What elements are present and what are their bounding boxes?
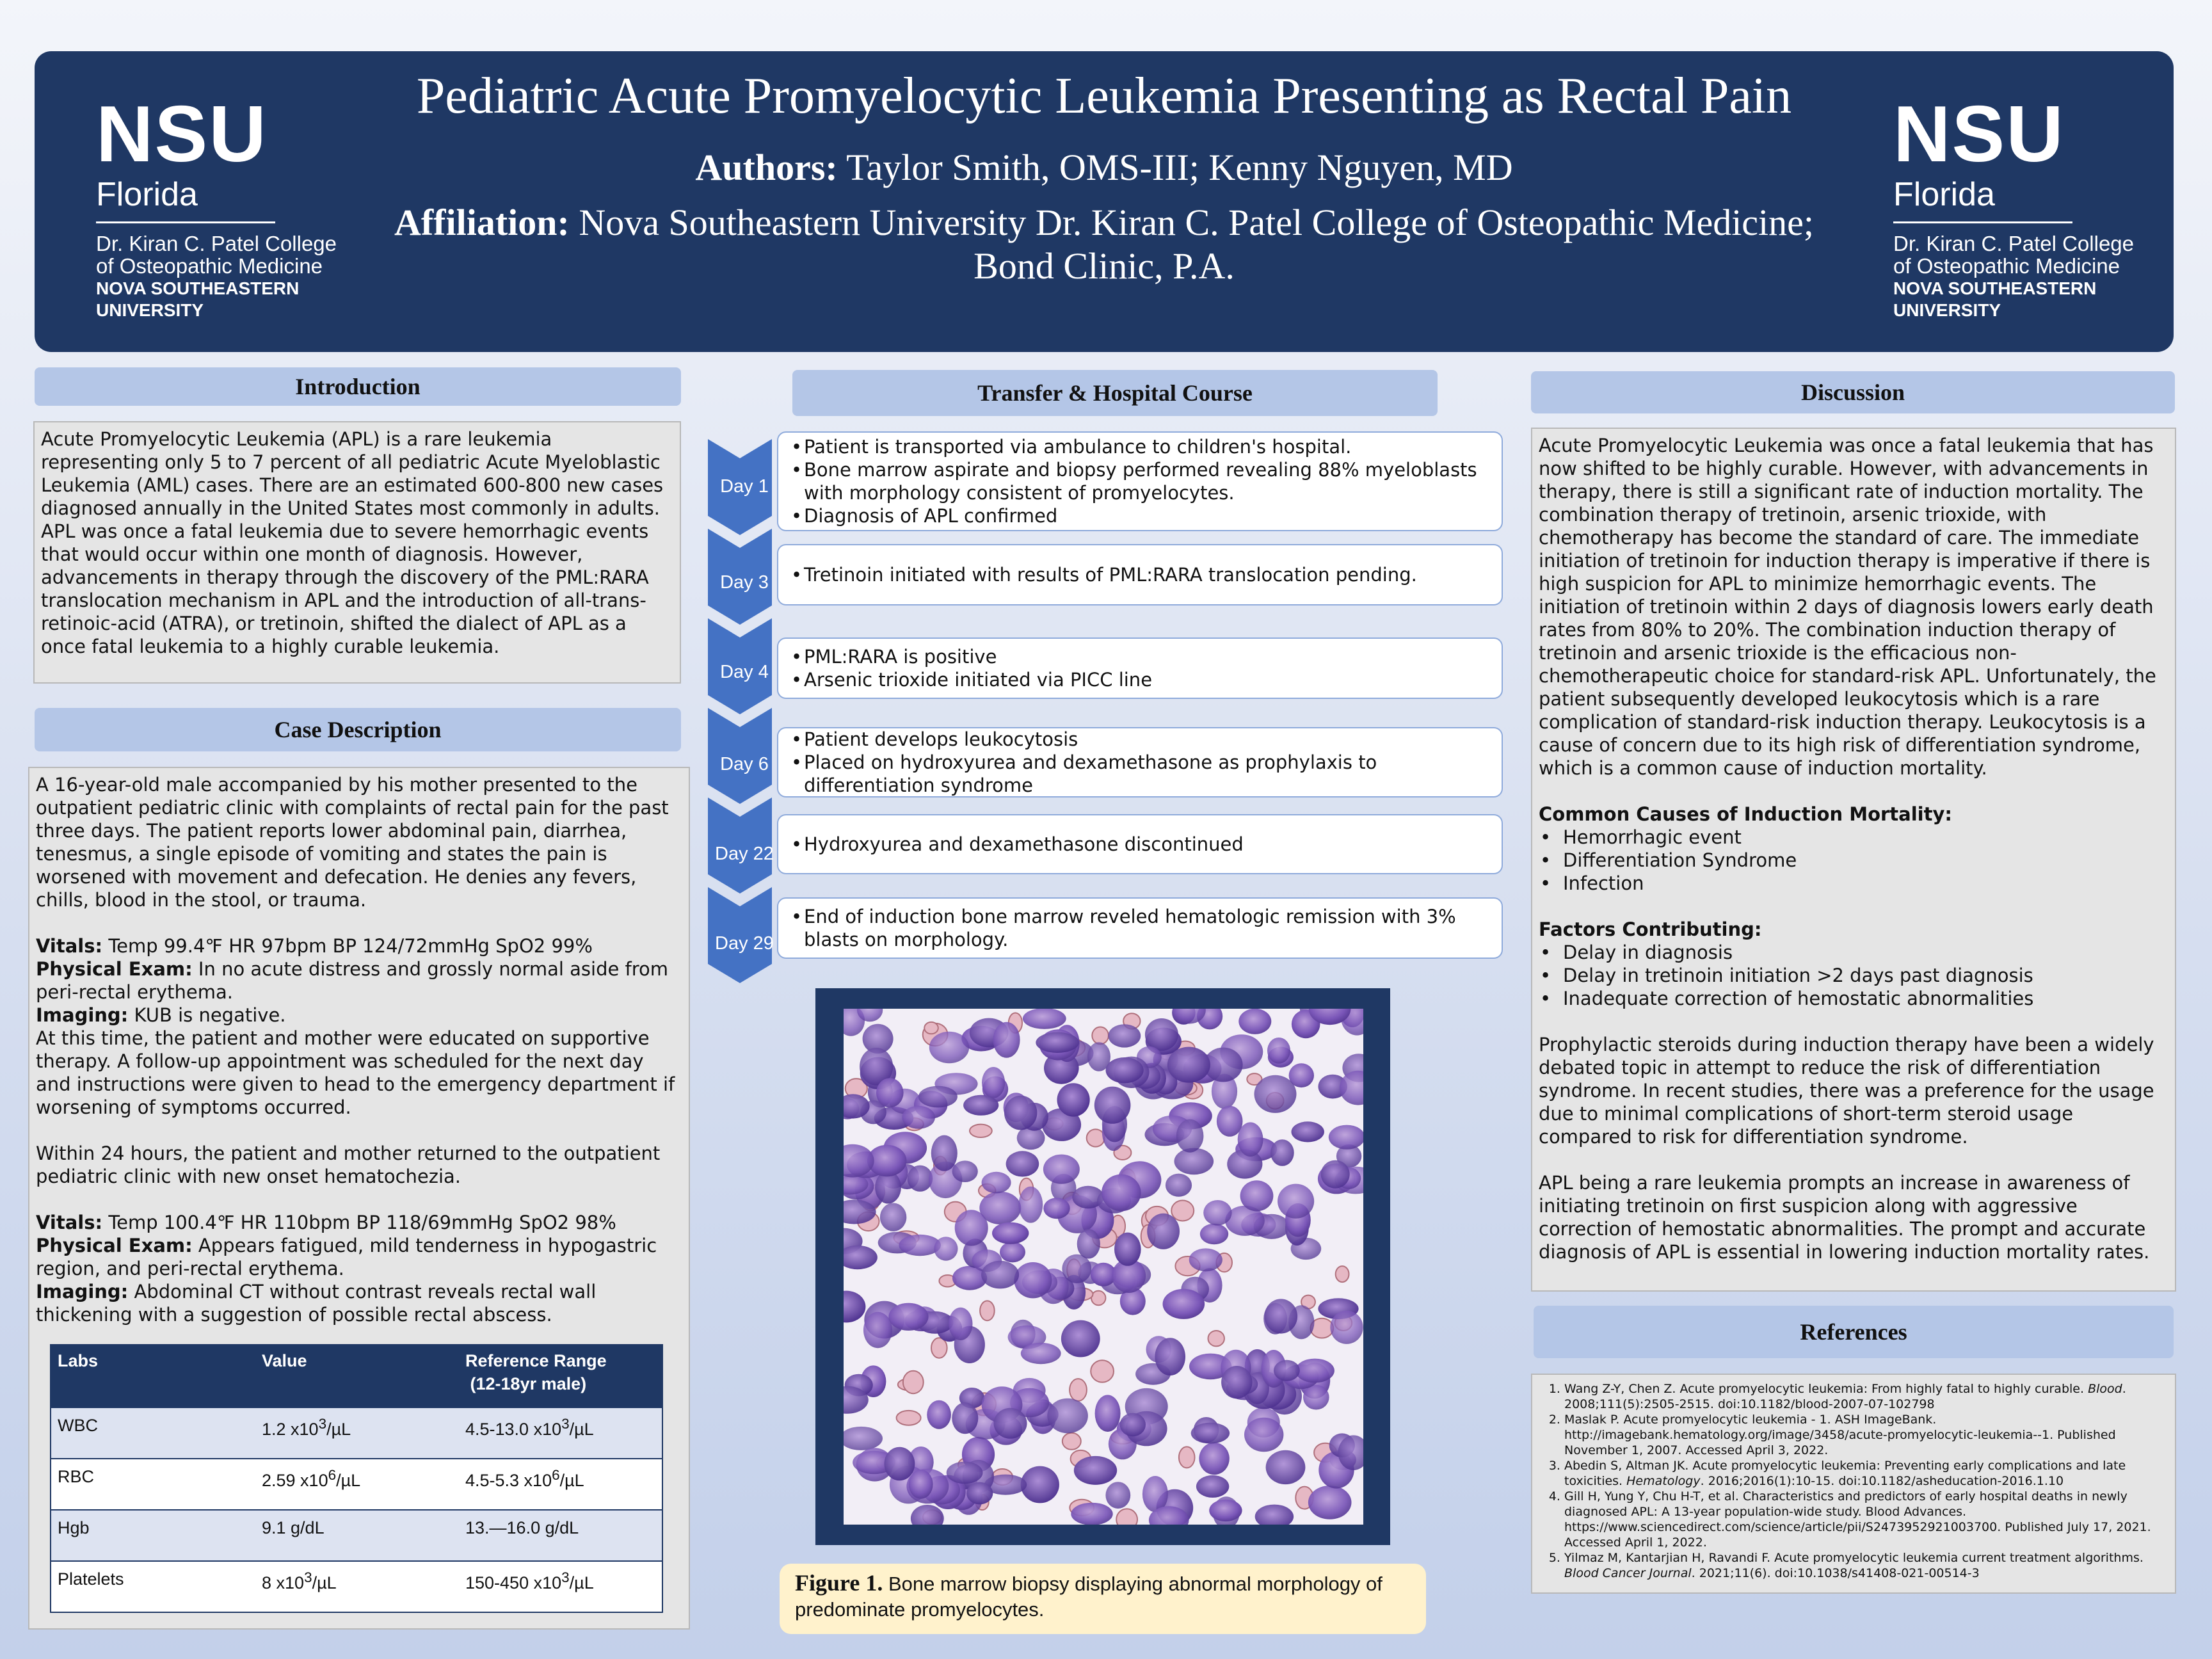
promyelocyte-cell bbox=[1266, 1450, 1306, 1484]
imaging-1 bbox=[36, 1004, 682, 1027]
promyelocyte-cell bbox=[982, 1172, 1011, 1194]
logo-florida: Florida bbox=[1893, 176, 1995, 213]
labs-header-row bbox=[51, 1345, 662, 1407]
promyelocyte-cell bbox=[1062, 1254, 1091, 1283]
promyelocyte-cell bbox=[1004, 1096, 1037, 1130]
references-box bbox=[1531, 1374, 2176, 1594]
list-item: • Bone marrow aspirate and biopsy performed revealing 88% myeloblasts with morphology consistent of promyelocytes. bbox=[790, 458, 1490, 504]
logo-college-2: of Osteopathic Medicine bbox=[96, 254, 323, 278]
lab-reference bbox=[459, 1407, 662, 1459]
list-item: • Delay in diagnosis bbox=[1539, 941, 2168, 964]
promyelocyte-cell bbox=[1071, 1503, 1112, 1525]
promyelocyte-cell bbox=[981, 1261, 1019, 1289]
day-label: Day 3 bbox=[720, 572, 769, 593]
promyelocyte-cell bbox=[1265, 1299, 1298, 1333]
promyelocyte-cell bbox=[963, 1095, 998, 1116]
promyelocyte-cell bbox=[952, 1402, 978, 1434]
lab-name: WBC bbox=[51, 1407, 255, 1459]
references-heading: References bbox=[1534, 1306, 2174, 1358]
red-blood-cell bbox=[1062, 1433, 1081, 1450]
promyelocyte-cell bbox=[1166, 1174, 1192, 1197]
ref-exponent: 6 bbox=[552, 1467, 560, 1483]
case-paragraph-3: Within 24 hours, the patient and mother returned to the outpatient pediatric clinic with new onset hematochezia. bbox=[36, 1142, 661, 1187]
promyelocyte-cell bbox=[1199, 1443, 1229, 1475]
promyelocyte-cell bbox=[947, 1462, 983, 1484]
promyelocyte-cell bbox=[1047, 1399, 1088, 1434]
reference-citation: . 2016;2016(1):10-15. doi:10.1182/asheducation-2016.1.10 bbox=[1700, 1474, 2064, 1488]
red-blood-cell bbox=[924, 1022, 938, 1034]
list-item: • Infection bbox=[1539, 872, 2168, 895]
reference-citation: . 2021;11(6). doi:10.1038/s41408-021-00514-3 bbox=[1691, 1566, 1980, 1580]
factors-heading: Factors Contributing: bbox=[1539, 918, 1762, 940]
introduction-box bbox=[33, 421, 681, 684]
promyelocyte-cell bbox=[1163, 1289, 1205, 1319]
labs-table bbox=[50, 1344, 663, 1613]
promyelocyte-cell bbox=[902, 1106, 935, 1129]
value-unit: /µL bbox=[336, 1471, 361, 1490]
red-blood-cell bbox=[1208, 1331, 1224, 1346]
red-blood-cell bbox=[1171, 1201, 1194, 1221]
ref-base: 4.5-5.3 x10 bbox=[465, 1471, 552, 1490]
reference-text: Abedin S, Altman JK. Acute promyelocytic leukemia: Preventing early complications and late toxicities. bbox=[1564, 1459, 2126, 1488]
reference-text: Yilmaz M, Kantarjian H, Ravandi F. Acute promyelocytic leukemia current treatment algorithms. bbox=[1564, 1551, 2144, 1565]
promyelocyte-cell bbox=[966, 1482, 993, 1505]
reference-text: Wang Z-Y, Chen Z. Acute promyelocytic leukemia: From highly fatal to highly curable. bbox=[1564, 1382, 2088, 1396]
value-unit: /µL bbox=[312, 1573, 337, 1592]
discussion-paragraph-3: APL being a rare leukemia prompts an increase in awareness of initiating tretinoin on first suspicion along with aggressive correction of hemostatic abnormalities. The prompt and accurate diagnosis of APL is essential in lowering induction mortality rates. bbox=[1539, 1172, 2150, 1263]
references-list bbox=[1540, 1381, 2167, 1581]
vitals-label: Vitals: bbox=[36, 935, 103, 957]
promyelocyte-cell bbox=[934, 1237, 958, 1260]
promyelocyte-cell bbox=[1274, 1360, 1300, 1381]
red-blood-cell bbox=[897, 1411, 921, 1425]
lab-value bbox=[255, 1561, 459, 1612]
list-item bbox=[1564, 1381, 2167, 1412]
red-blood-cell bbox=[980, 1301, 995, 1320]
vitals-2-text: Temp 100.4℉ HR 110bpm BP 118/69mmHg SpO2 98% bbox=[102, 1212, 616, 1233]
logo-rule bbox=[1893, 221, 2072, 223]
ref-exponent: 3 bbox=[561, 1569, 570, 1585]
day-label: Day 4 bbox=[720, 662, 769, 682]
logo-college-1: Dr. Kiran C. Patel College bbox=[1893, 232, 2135, 255]
list-item: • Hemorrhagic event bbox=[1539, 826, 2168, 849]
timeline-entry-day-22 bbox=[777, 814, 1503, 874]
vitals-label: Vitals: bbox=[36, 1212, 103, 1233]
promyelocyte-cell bbox=[1292, 1121, 1324, 1142]
promyelocyte-cell bbox=[994, 1408, 1027, 1439]
value-col-header: Value bbox=[255, 1345, 459, 1407]
introduction-heading: Introduction bbox=[35, 367, 681, 406]
vitals-2 bbox=[36, 1211, 682, 1234]
list-item: • Delay in tretinoin initiation >2 days past diagnosis bbox=[1539, 964, 2168, 987]
logo-nsu: NSU bbox=[1893, 90, 2065, 179]
table-row bbox=[51, 1407, 662, 1459]
timeline-entry-day-4 bbox=[777, 637, 1503, 699]
promyelocyte-cell bbox=[876, 1078, 904, 1107]
authors-line bbox=[384, 146, 1824, 189]
lab-reference bbox=[459, 1561, 662, 1612]
bone-marrow-micrograph bbox=[844, 1009, 1363, 1525]
promyelocyte-cell bbox=[1094, 1087, 1131, 1124]
reference-journal: Blood bbox=[2088, 1382, 2122, 1396]
promyelocyte-cell bbox=[952, 1160, 978, 1182]
promyelocyte-cell bbox=[931, 1135, 958, 1171]
timeline-entry-day-1 bbox=[777, 431, 1503, 531]
red-blood-cell bbox=[1091, 1291, 1105, 1305]
imaging-label: Imaging: bbox=[36, 1281, 129, 1302]
timeline-entry-day-3 bbox=[777, 544, 1503, 605]
promyelocyte-cell bbox=[1329, 1125, 1363, 1150]
vitals-1-text: Temp 99.4℉ HR 97bpm BP 124/72mmHg SpO2 99% bbox=[102, 935, 593, 957]
promyelocyte-cell bbox=[880, 1203, 906, 1231]
imaging-label: Imaging: bbox=[36, 1004, 129, 1026]
physical-exam-1-text: In no acute distress and grossly normal aside from peri-rectal erythema. bbox=[36, 958, 669, 1003]
promyelocyte-cell bbox=[1108, 1024, 1141, 1047]
logo-college-2: of Osteopathic Medicine bbox=[1893, 254, 2120, 278]
imaging-2-text: Abdominal CT without contrast reveals rectal wall thickening with a suggestion of possible rectal abscess. bbox=[36, 1281, 597, 1326]
red-blood-cell bbox=[1116, 1509, 1137, 1525]
causes-list bbox=[1539, 826, 2168, 895]
affiliation-label: Affiliation: bbox=[394, 202, 570, 243]
promyelocyte-cell bbox=[1043, 1198, 1070, 1219]
physical-exam-2-text: Appears fatigued, mild tenderness in hypogastric region, and peri-rectal erythema. bbox=[36, 1235, 657, 1279]
figure-label: Figure 1. bbox=[795, 1570, 883, 1596]
promyelocyte-cell bbox=[1021, 1343, 1061, 1364]
ref-unit: /µL bbox=[559, 1471, 584, 1490]
figure-frame bbox=[815, 988, 1390, 1545]
logo-florida: Florida bbox=[96, 176, 198, 213]
promyelocyte-cell bbox=[1330, 1311, 1363, 1344]
promyelocyte-cell bbox=[863, 1312, 892, 1348]
list-item: • Arsenic trioxide initiated via PICC line bbox=[790, 668, 1490, 691]
reference-age-label: (12-18yr male) bbox=[470, 1374, 587, 1393]
table-row bbox=[51, 1561, 662, 1612]
day-label: Day 6 bbox=[720, 754, 769, 774]
lab-value bbox=[255, 1459, 459, 1510]
promyelocyte-cell bbox=[1308, 1486, 1352, 1519]
logo-college-1: Dr. Kiran C. Patel College bbox=[96, 232, 337, 255]
logo-university-1: NOVA SOUTHEASTERN bbox=[96, 278, 300, 298]
promyelocyte-cell bbox=[1036, 1032, 1079, 1053]
table-row bbox=[51, 1459, 662, 1510]
promyelocyte-cell bbox=[1043, 1155, 1080, 1184]
causes-heading: Common Causes of Induction Mortality: bbox=[1539, 803, 1952, 825]
day-label: Day 29 bbox=[715, 933, 774, 954]
red-blood-cell bbox=[903, 1371, 924, 1393]
promyelocyte-cell bbox=[1174, 1148, 1214, 1175]
lab-reference bbox=[459, 1459, 662, 1510]
case-description-heading: Case Description bbox=[35, 708, 681, 751]
day-label: Day 1 bbox=[720, 476, 769, 497]
affiliation-line bbox=[384, 201, 1824, 288]
promyelocyte-cell bbox=[1061, 1320, 1100, 1358]
poster-title: Pediatric Acute Promyelocytic Leukemia Presenting as Rectal Pain bbox=[416, 68, 1792, 124]
list-item: • Tretinoin initiated with results of PML:RARA translocation pending. bbox=[790, 563, 1490, 586]
value-base: 8 x10 bbox=[262, 1573, 305, 1592]
discussion-heading: Discussion bbox=[1531, 371, 2175, 413]
red-blood-cell bbox=[1092, 1027, 1109, 1045]
logo-university-2: UNIVERSITY bbox=[1893, 300, 2001, 320]
nsu-logo-right bbox=[1893, 90, 2135, 321]
figure-caption-text: Bone marrow biopsy displaying abnormal morphology of predominate promyelocytes. bbox=[795, 1573, 1382, 1621]
promyelocyte-cell bbox=[1191, 1423, 1230, 1444]
list-item: • Placed on hydroxyurea and dexamethasone as prophylaxis to differentiation syndrome bbox=[790, 751, 1490, 797]
ref-base: 4.5-13.0 x10 bbox=[465, 1420, 562, 1439]
promyelocyte-cell bbox=[1267, 1038, 1290, 1064]
promyelocyte-cell bbox=[1000, 1242, 1025, 1262]
red-blood-cell bbox=[1087, 1129, 1105, 1146]
promyelocyte-cell bbox=[1270, 1139, 1294, 1166]
vitals-1 bbox=[36, 934, 682, 958]
promyelocyte-cell bbox=[1014, 1262, 1052, 1298]
list-item bbox=[1564, 1458, 2167, 1489]
reference-citation: . 2008;111(5):2505-2515. doi:10.1182/blood-2007-07-102798 bbox=[1564, 1382, 2126, 1411]
list-item: • Patient develops leukocytosis bbox=[790, 728, 1490, 751]
reference-range-label: Reference Range bbox=[465, 1351, 607, 1370]
promyelocyte-cell bbox=[1321, 1160, 1350, 1189]
value-base: 2.59 x10 bbox=[262, 1471, 328, 1490]
hospital-course-heading: Transfer & Hospital Course bbox=[792, 370, 1438, 416]
labs-col-header: Labs bbox=[51, 1345, 255, 1407]
promyelocyte-cell bbox=[1217, 1106, 1243, 1137]
promyelocyte-cell bbox=[1203, 1200, 1231, 1226]
promyelocyte-cell bbox=[1147, 1214, 1180, 1249]
promyelocyte-cell bbox=[955, 1210, 988, 1246]
timeline-entry-day-6 bbox=[777, 727, 1503, 797]
ref-base: 150-450 x10 bbox=[465, 1573, 562, 1592]
promyelocyte-cell bbox=[1200, 1224, 1228, 1245]
reference-text: Gill H, Yung Y, Chu H-T, et al. Characteristics and predictors of early hospital deaths in newly diagnosed APL: A 13-year population-wide study. Blood Advances. https://www.sciencedirect.com/science/article/pii/S2473952921003700. Published July 17, 2021. Accessed April 1, 2022. bbox=[1564, 1489, 2151, 1550]
promyelocyte-cell bbox=[1114, 1233, 1141, 1266]
promyelocyte-cell bbox=[1244, 1418, 1283, 1452]
promyelocyte-cell bbox=[929, 1032, 969, 1063]
promyelocyte-cell bbox=[1278, 1184, 1314, 1219]
value-exponent: 3 bbox=[318, 1416, 327, 1432]
lab-name: Hgb bbox=[51, 1510, 255, 1561]
authors-text: Taylor Smith, OMS-III; Kenny Nguyen, MD bbox=[837, 147, 1513, 188]
reference-journal: Blood Cancer Journal bbox=[1564, 1566, 1692, 1580]
physical-exam-1 bbox=[36, 958, 682, 1004]
factors-list bbox=[1539, 941, 2168, 1010]
promyelocyte-cell bbox=[949, 1308, 972, 1340]
logo-university-2: UNIVERSITY bbox=[96, 300, 204, 320]
table-row bbox=[51, 1510, 662, 1561]
promyelocyte-cell bbox=[993, 1022, 1020, 1058]
promyelocyte-cell bbox=[909, 1470, 933, 1499]
discussion-box bbox=[1531, 428, 2176, 1292]
lab-name: RBC bbox=[51, 1459, 255, 1510]
promyelocyte-cell bbox=[1074, 1456, 1117, 1485]
promyelocyte-cell bbox=[1167, 1047, 1210, 1083]
promyelocyte-cell bbox=[1189, 1248, 1222, 1271]
promyelocyte-cell bbox=[1176, 1119, 1204, 1153]
list-item bbox=[1564, 1550, 2167, 1581]
logo-nsu: NSU bbox=[96, 90, 268, 179]
reference-journal: Hematology bbox=[1626, 1474, 1701, 1488]
promyelocyte-cell bbox=[1006, 1151, 1039, 1176]
ref-unit: /µL bbox=[569, 1573, 594, 1592]
promyelocyte-cell bbox=[1209, 1500, 1242, 1521]
list-item: • End of induction bone marrow reveled hematologic remission with 3% blasts on morphology. bbox=[790, 905, 1490, 951]
imaging-1-text: KUB is negative. bbox=[128, 1004, 286, 1026]
physical-exam-label: Physical Exam: bbox=[36, 958, 193, 980]
lab-value bbox=[255, 1510, 459, 1561]
case-paragraph-1: A 16-year-old male accompanied by his mother presented to the outpatient pediatric clinic with complaints of rectal pain for the past three days. The patient reports lower abdominal pain, diarrhea, tenesmus, a single episode of vomiting and states the pain is worsened with movement and defecation. He denies any fevers, chills, blood in the stool, or trauma. bbox=[36, 774, 669, 911]
day-label: Day 22 bbox=[715, 844, 774, 864]
promyelocyte-cell bbox=[1102, 1174, 1141, 1212]
promyelocyte-cell bbox=[1023, 1009, 1066, 1029]
promyelocyte-cell bbox=[1095, 1395, 1121, 1432]
list-item bbox=[1564, 1489, 2167, 1550]
promyelocyte-cell bbox=[927, 1400, 951, 1429]
red-blood-cell bbox=[970, 1125, 992, 1137]
reference-text: Maslak P. Acute promyelocytic leukemia - 1. ASH ImageBank. http://imagebank.hematology.org/image/3458/acute-promyelocytic-leukemia--1. Published November 1, 2007. Accessed April 3, 2022. bbox=[1564, 1413, 2116, 1457]
lab-reference bbox=[459, 1510, 662, 1561]
promyelocyte-cell bbox=[1240, 1180, 1274, 1211]
promyelocyte-cell bbox=[1077, 1229, 1100, 1258]
list-item: • Diagnosis of APL confirmed bbox=[790, 504, 1490, 527]
nsu-logo-left bbox=[96, 90, 337, 321]
promyelocyte-cell bbox=[1145, 1018, 1178, 1051]
promyelocyte-cell bbox=[1303, 1385, 1329, 1410]
promyelocyte-cell bbox=[1155, 1338, 1185, 1375]
physical-exam-2 bbox=[36, 1234, 682, 1280]
value-exponent: 6 bbox=[328, 1467, 337, 1483]
promyelocyte-cell bbox=[1221, 1366, 1252, 1399]
lab-value bbox=[255, 1407, 459, 1459]
promyelocyte-cell bbox=[992, 1222, 1029, 1244]
title-block bbox=[384, 64, 1824, 288]
promyelocyte-cell bbox=[1120, 1413, 1146, 1437]
logo-university-1: NOVA SOUTHEASTERN bbox=[1893, 278, 2097, 298]
list-item: • Inadequate correction of hemostatic abnormalities bbox=[1539, 987, 2168, 1010]
promyelocyte-cell bbox=[885, 1447, 915, 1481]
promyelocyte-cell bbox=[1105, 1482, 1130, 1509]
timeline-entry-day-29 bbox=[777, 897, 1503, 959]
figure-caption bbox=[780, 1564, 1426, 1634]
red-blood-cell bbox=[1179, 1447, 1195, 1468]
introduction-text: Acute Promyelocytic Leukemia (APL) is a rare leukemia representing only 5 to 7 percent of all pediatric Acute Myeloblastic Leukemia (AML) cases. There are an estimated 600-800 new cases diagnosed annually in the United States most commonly in adults. APL was once a fatal leukemia due to severe hemorrhagic events that would occur within one month of diagnosis. However, advancements in therapy through the discovery of the PML:RARA translocation mechanism in APL and the introduction of all-trans-retinoic-acid (ATRA), or tretinoin, shifted the dialect of APL as a once fatal leukemia to a highly curable leukemia. bbox=[41, 428, 664, 657]
promyelocyte-cell bbox=[918, 1086, 958, 1108]
case-paragraph-2: At this time, the patient and mother were educated on supportive therapy. A follow-up appointment was scheduled for the next day and instructions were given to head to the emergency department if worsening of symptoms occurred. bbox=[36, 1027, 675, 1118]
list-item: • PML:RARA is positive bbox=[790, 645, 1490, 668]
imaging-2 bbox=[36, 1280, 682, 1326]
value-exponent: 3 bbox=[304, 1569, 312, 1585]
list-item: • Hydroxyurea and dexamethasone discontinued bbox=[790, 833, 1490, 856]
lab-name: Platelets bbox=[51, 1561, 255, 1612]
promyelocyte-cell bbox=[1295, 1359, 1334, 1383]
list-item: • Differentiation Syndrome bbox=[1539, 849, 2168, 872]
discussion-paragraph-2: Prophylactic steroids during induction therapy have been a widely debated topic in attempt to reduce the risk of differentiation syndrome. In recent studies, there was a preference for the usage due to minimal complications of short-term steroid usage compared to risk for differentiation syndrome. bbox=[1539, 1034, 2154, 1148]
promyelocyte-cell bbox=[1254, 1075, 1297, 1113]
ref-unit: /µL bbox=[569, 1420, 594, 1439]
value-unit: /µL bbox=[326, 1420, 351, 1439]
promyelocyte-cell bbox=[1238, 1009, 1271, 1034]
promyelocyte-cell bbox=[1106, 1057, 1144, 1083]
authors-label: Authors: bbox=[695, 147, 838, 188]
red-blood-cell bbox=[1336, 1266, 1349, 1282]
value-base: 9.1 g/dL bbox=[262, 1518, 325, 1537]
promyelocyte-cell bbox=[1196, 1475, 1229, 1498]
reference-col-header bbox=[459, 1345, 662, 1407]
red-blood-cell bbox=[1091, 1360, 1114, 1382]
red-blood-cell bbox=[931, 1338, 947, 1358]
promyelocyte-cell bbox=[1057, 1083, 1090, 1116]
list-item: • Patient is transported via ambulance to children's hospital. bbox=[790, 435, 1490, 458]
ref-exponent: 3 bbox=[561, 1416, 570, 1432]
red-blood-cell bbox=[1070, 1379, 1087, 1401]
promyelocyte-cell bbox=[888, 1303, 928, 1331]
ref-base: 13.—16.0 g/dL bbox=[465, 1518, 579, 1537]
list-item bbox=[1564, 1412, 2167, 1458]
promyelocyte-cell bbox=[1018, 1187, 1043, 1223]
discussion-paragraph-1: Acute Promyelocytic Leukemia was once a fatal leukemia that has now shifted to be highly curable. However, with advancements in therapy, there is still a significant rate of induction mortality. The combination therapy of tretinoin, arsenic trioxide, with chemotherapy has become the standard of care. The immediate initiation of tretinoin for induction therapy is imperative if there is high suspicion for APL to minimize hemorrhagic events. The initiation of tretinoin within 2 days of diagnosis lowers early death rates from 80% to 20%. The combination induction therapy of tretinoin and arsenic trioxide is the efficacious non-chemotherapeutic choice for standard-risk APL. Unfortunately, the patient subsequently developed leukocytosis which is a rare complication of standard-risk induction therapy. Leukocytosis is a cause of concern due to its high risk of differentiation syndrome, which is a common cause of induction mortality. bbox=[1539, 435, 2156, 779]
promyelocyte-cell bbox=[982, 1067, 1005, 1098]
affiliation-text: Nova Southeastern University Dr. Kiran C. Patel College of Osteopathic Medicine; Bond Clinic, P.A. bbox=[569, 202, 1815, 287]
value-base: 1.2 x10 bbox=[262, 1420, 319, 1439]
logo-rule bbox=[96, 221, 275, 223]
physical-exam-label: Physical Exam: bbox=[36, 1235, 193, 1256]
promyelocyte-cell bbox=[1238, 1122, 1263, 1157]
